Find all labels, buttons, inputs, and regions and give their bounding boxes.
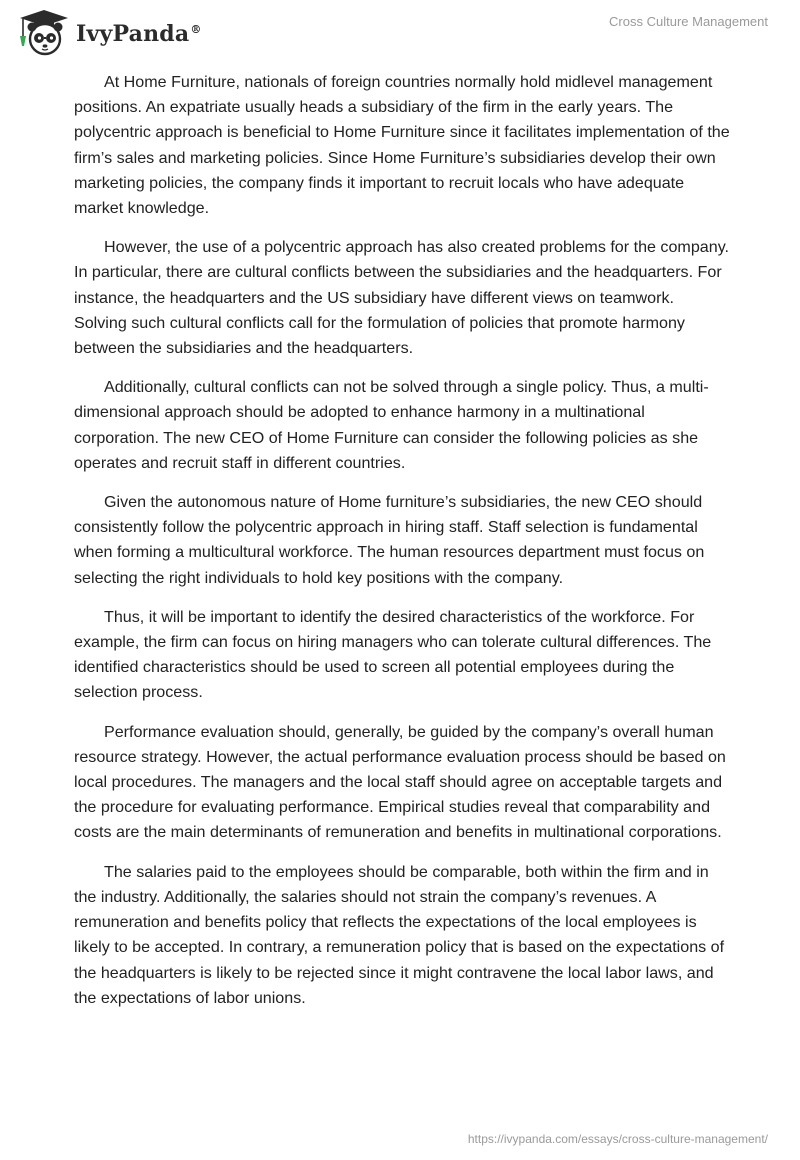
ivypanda-logo[interactable] <box>14 8 202 58</box>
panda-graduate-icon <box>14 8 72 58</box>
document-title: Cross Culture Management <box>609 14 768 29</box>
paragraph-7: The salaries paid to the employees should be comparable, both within the firm and in the industry. Additionally, the salaries should not strain the company’s revenues. A remuneration and benefits policy that reflects the expectations of the local employees is likely to be accepted. In contrary, a remuneration policy that is based on the expectations of the headquarters is likely to be rejected since it might contravene the local labor laws, and the expectations of labor unions. <box>74 862 725 1007</box>
paragraph-2: However, the use of a polycentric approach has also created problems for the company. In particular, there are cultural conflicts between the subsidiaries and the headquarters. For instance, the headquarters and the US subsidiary have different views on teamwork. Solving such cultural conflicts call for the formulation of policies that promote harmony between the subsidiaries and the headquarters. <box>74 238 730 358</box>
paragraph-6: Performance evaluation should, generally, be guided by the company’s overall human resource strategy. However, the actual performance evaluation process should be based on local procedures. The managers and the local staff should agree on acceptable targets and the procedure for evaluating performance. Empirical studies reveal that comparability and costs are the main determinants of remuneration and benefits in multinational corporations. <box>74 722 726 842</box>
brand-name: IvyPanda® <box>76 21 202 47</box>
paragraph-3: Additionally, cultural conflicts can not be solved through a single policy. Thus, a multi-dimensional approach should be adopted to enhance harmony in a multinational corporation. The new CEO of Home Furniture can consider the following policies as she operates and recruit staff in different countries. <box>74 378 709 472</box>
source-url-link[interactable]: https://ivypanda.com/essays/cross-culture-management/ <box>467 1132 768 1146</box>
page-header <box>0 0 800 66</box>
paragraph-4: Given the autonomous nature of Home furniture’s subsidiaries, the new CEO should consistently follow the polycentric approach in hiring staff. Staff selection is fundamental when forming a multicultural workforce. The human resources department must focus on selecting the right individuals to hold key positions with the company. <box>74 493 705 587</box>
paragraph-1: At Home Furniture, nationals of foreign countries normally hold midlevel management positions. An expatriate usually heads a subsidiary of the firm in the early years. The polycentric approach is beneficial to Home Furniture since it facilitates implementation of the firm’s sales and marketing policies. Since Home Furniture’s subsidiaries develop their own marketing policies, the company finds it important to recruit locals who have adequate market knowledge. <box>74 73 730 218</box>
paragraph-5: Thus, it will be important to identify the desired characteristics of the workforce. For example, the firm can focus on hiring managers who can tolerate cultural differences. The identified characteristics should be used to screen all potential employees during the selection process. <box>74 607 712 702</box>
essay-body <box>74 70 730 1025</box>
